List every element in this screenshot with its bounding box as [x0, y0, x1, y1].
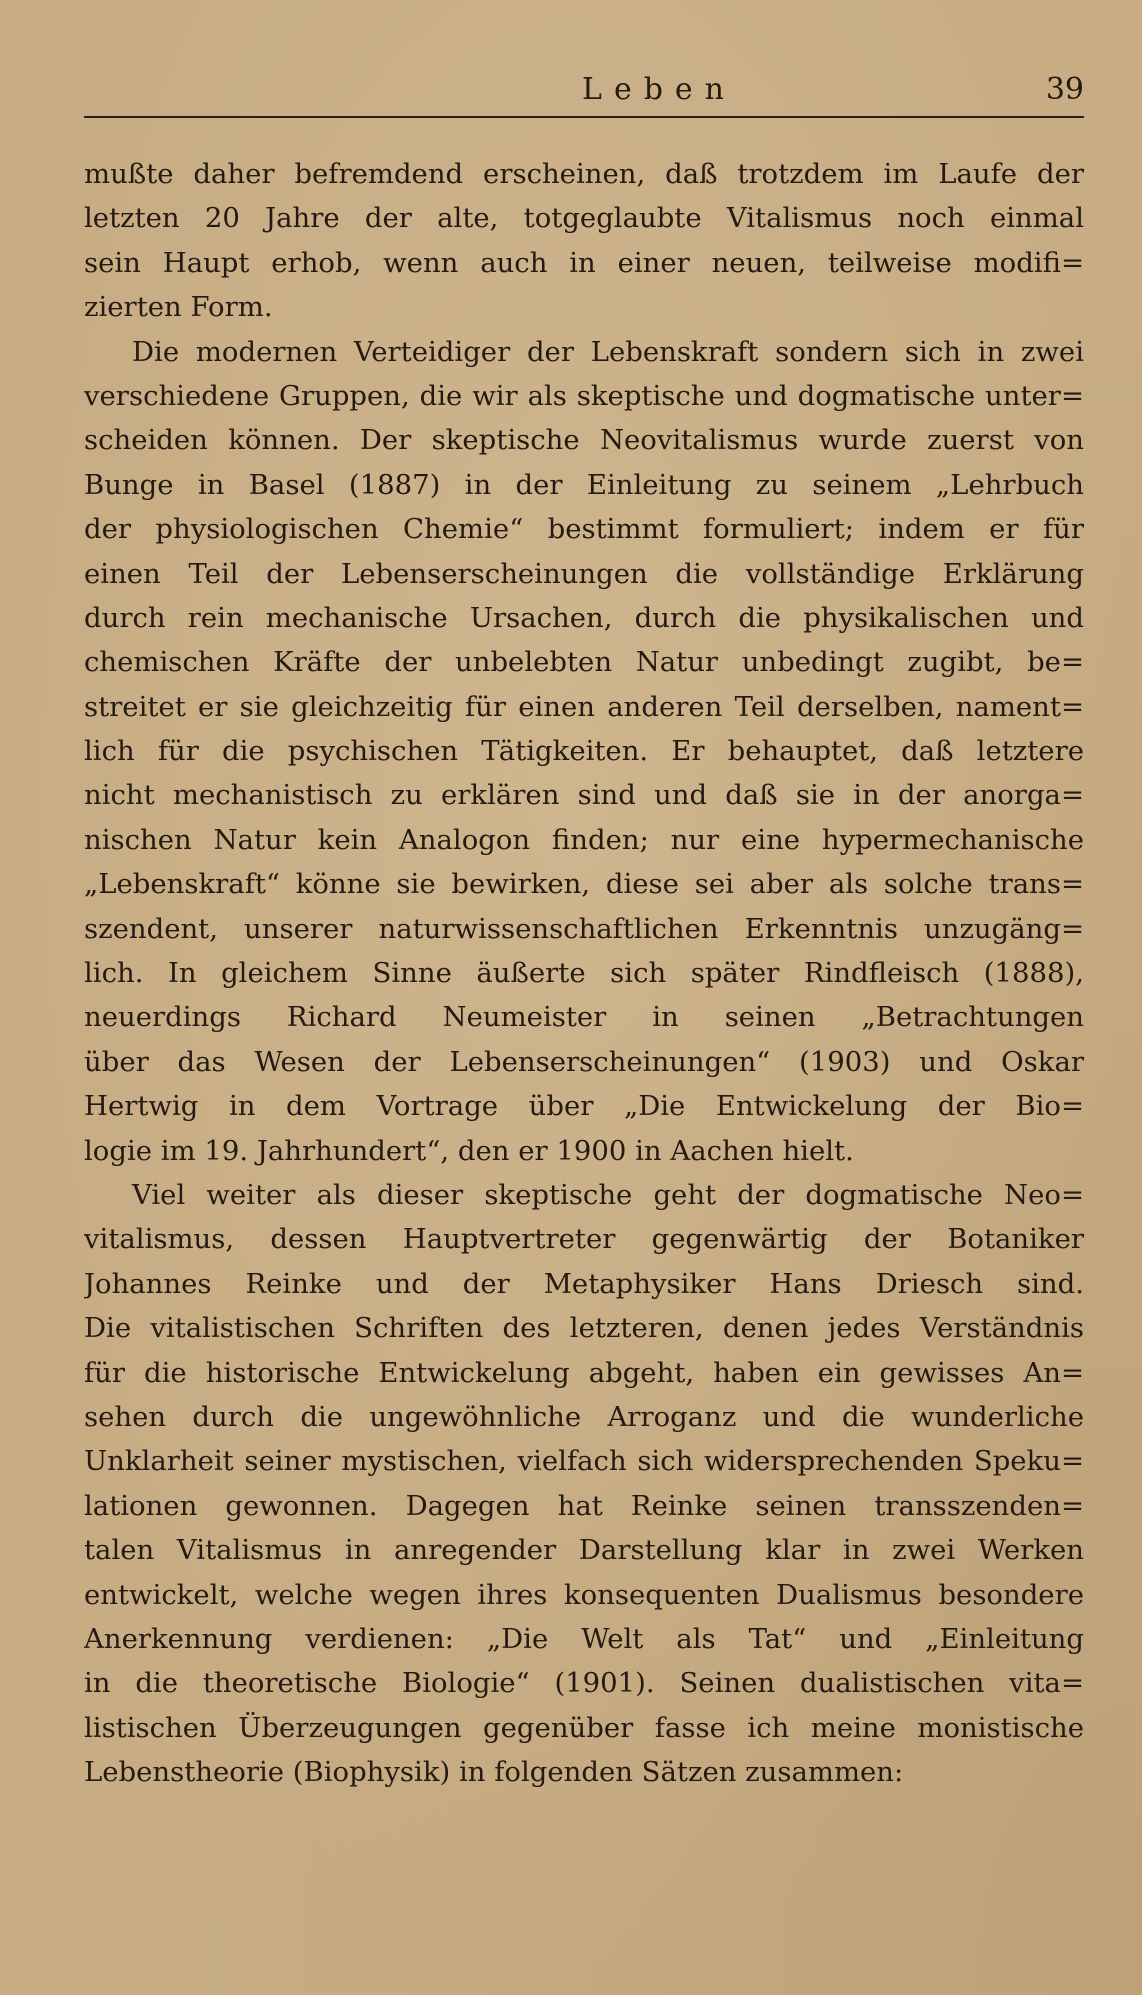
text-line: verschiedene Gruppen, die wir als skeptische und dogmatische unter=	[84, 379, 1084, 412]
text-line: Viel weiter als dieser skeptische geht der dogmatische Neo=	[132, 1178, 1084, 1211]
text-line: in die theoretische Biologie“ (1901). Seinen dualistischen vita=	[84, 1667, 1084, 1700]
text-line: nicht mechanistisch zu erklären sind und daß sie in der anorga=	[84, 779, 1084, 812]
text-line: logie im 19. Jahrhundert“, den er 1900 in Aachen hielt.	[84, 1134, 854, 1167]
text-line: scheiden können. Der skeptische Neovitalismus wurde zuerst von	[84, 424, 1084, 457]
running-head	[84, 62, 1084, 114]
text-line: chemischen Kräfte der unbelebten Natur unbedingt zugibt, be=	[84, 646, 1084, 679]
text-line: Die modernen Verteidiger der Lebenskraft sondern sich in zwei	[132, 335, 1084, 368]
text-line: szendent, unserer naturwissenschaftlichen Erkenntnis unzugäng=	[84, 912, 1084, 945]
text-line: Anerkennung verdienen: „Die Welt als Tat“ und „Einleitung	[84, 1622, 1084, 1655]
text-line: für die historische Entwickelung abgeht, haben ein gewisses An=	[84, 1356, 1084, 1389]
text-line: zierten Form.	[84, 291, 273, 324]
page-number: 39	[1045, 72, 1084, 107]
text-line: der physiologischen Chemie“ bestimmt formuliert; indem er für	[84, 513, 1084, 546]
text-line: lich. In gleichem Sinne äußerte sich später Rindfleisch (1888),	[84, 957, 1084, 990]
text-line: Hertwig in dem Vortrage über „Die Entwickelung der Bio=	[84, 1090, 1084, 1123]
text-line: Johannes Reinke und der Metaphysiker Hans Driesch sind.	[84, 1267, 1084, 1300]
text-line: „Lebenskraft“ könne sie bewirken, diese sei aber als solche trans=	[84, 868, 1084, 901]
text-line: neuerdings Richard Neumeister in seinen „Betrachtungen	[84, 1001, 1084, 1034]
text-line: Bunge in Basel (1887) in der Einleitung zu seinem „Lehrbuch	[84, 468, 1084, 501]
text-line: nischen Natur kein Analogon finden; nur eine hypermechanische	[84, 823, 1084, 856]
text-line: vitalismus, dessen Hauptvertreter gegenwärtig der Botaniker	[84, 1223, 1084, 1256]
text-line: über das Wesen der Lebenserscheinungen“ (1903) und Oskar	[84, 1045, 1084, 1078]
text-line: Unklarheit seiner mystischen, vielfach sich widersprechenden Speku=	[84, 1445, 1084, 1478]
text-line: durch rein mechanische Ursachen, durch die physikalischen und	[84, 601, 1084, 634]
text-line: lationen gewonnen. Dagegen hat Reinke seinen transszenden=	[84, 1489, 1084, 1522]
running-head-title: Leben	[582, 72, 736, 107]
text-line: Lebenstheorie (Biophysik) in folgenden Sätzen zusammen:	[84, 1756, 904, 1789]
body-text	[84, 152, 1084, 1794]
text-line: letzten 20 Jahre der alte, totgeglaubte Vitalismus noch einmal	[84, 202, 1084, 235]
text-line: einen Teil der Lebenserscheinungen die vollständige Erklärung	[84, 557, 1084, 590]
text-line: lich für die psychischen Tätigkeiten. Er behauptet, daß letztere	[84, 735, 1084, 768]
text-line: Die vitalistischen Schriften des letzteren, denen jedes Verständnis	[84, 1312, 1084, 1345]
text-line: listischen Überzeugungen gegenüber fasse ich meine monistische	[84, 1711, 1084, 1744]
text-line: mußte daher befremdend erscheinen, daß trotzdem im Laufe der	[84, 158, 1084, 190]
text-line: sehen durch die ungewöhnliche Arroganz und die wunderliche	[84, 1400, 1084, 1433]
header-rule	[84, 116, 1084, 118]
text-line: streitet er sie gleichzeitig für einen anderen Teil derselben, nament=	[84, 690, 1084, 723]
text-line: sein Haupt erhob, wenn auch in einer neuen, teilweise modifi=	[84, 246, 1084, 279]
text-line: entwickelt, welche wegen ihres konsequenten Dualismus besondere	[84, 1578, 1084, 1611]
text-line: talen Vitalismus in anregender Darstellung klar in zwei Werken	[84, 1534, 1084, 1567]
